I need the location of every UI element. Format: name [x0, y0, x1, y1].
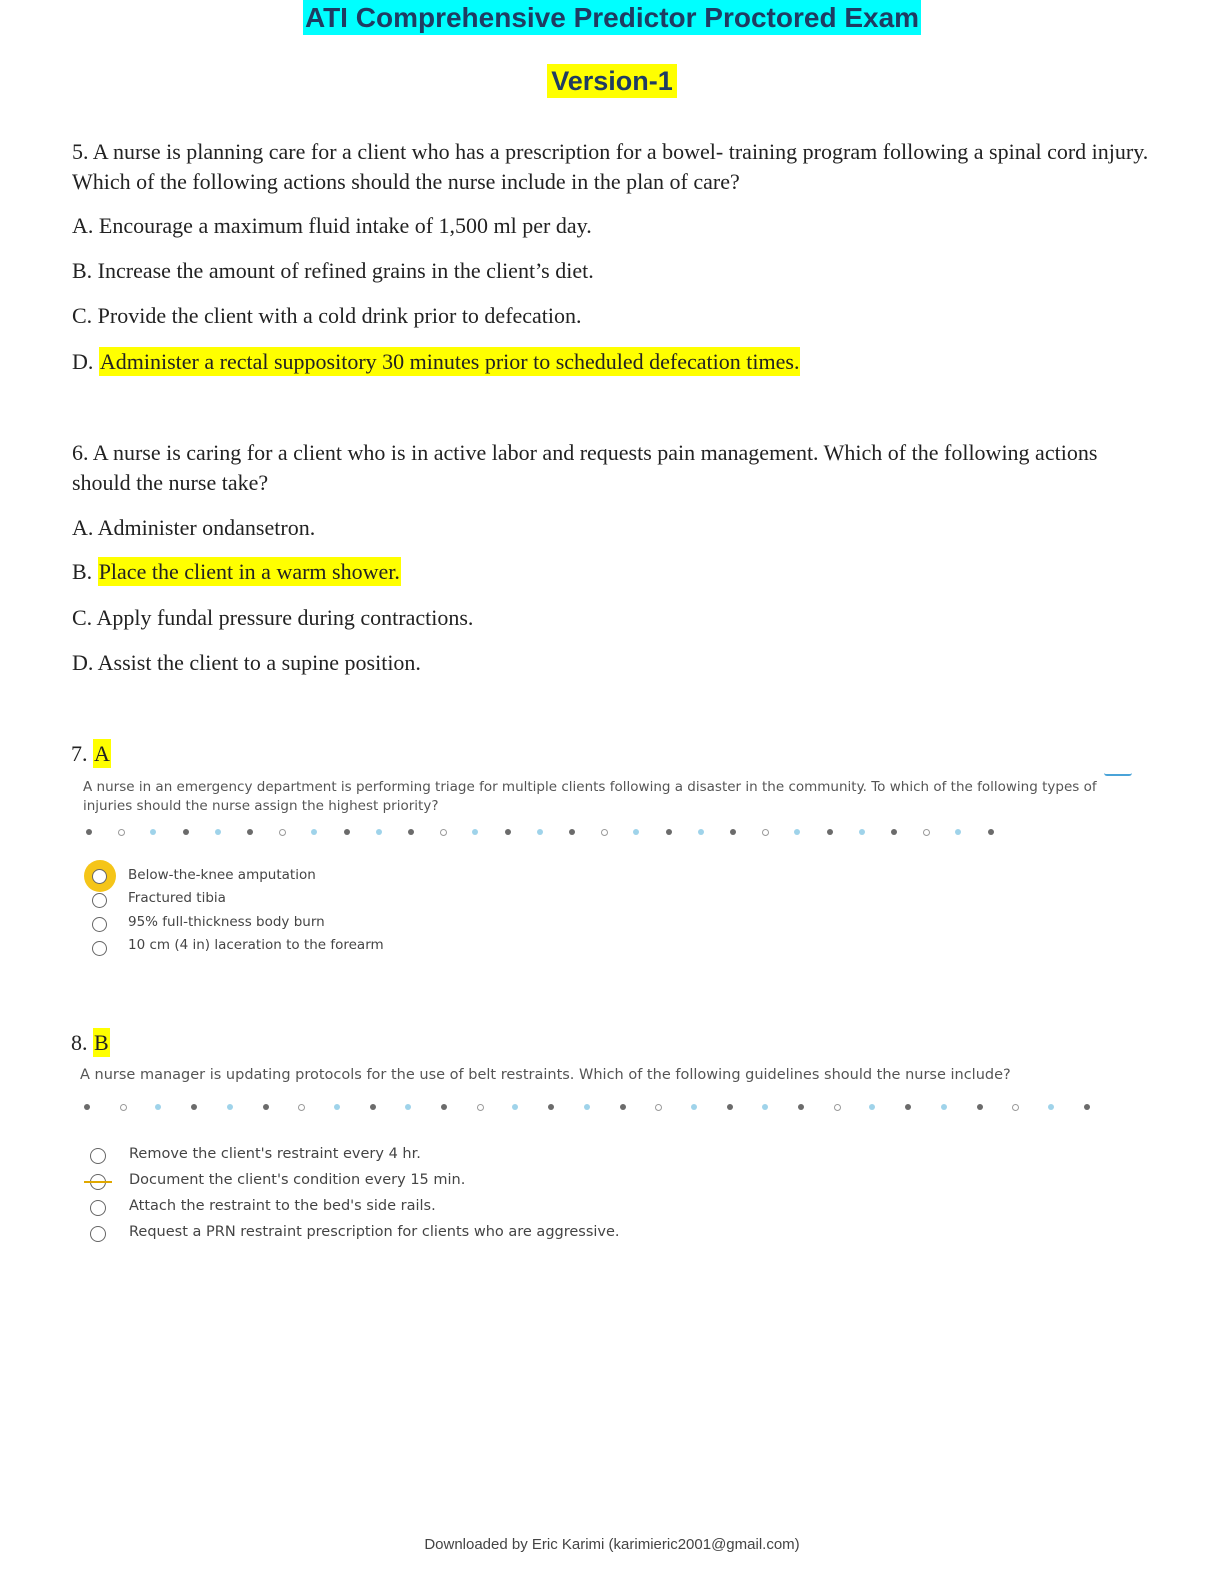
progress-dot [84, 1104, 90, 1110]
q5-option-b: B. Increase the amount of refined grains in the client’s diet. [72, 258, 594, 283]
progress-dot [263, 1104, 269, 1110]
q7-radio-3[interactable] [92, 917, 107, 932]
download-footer: Downloaded by Eric Karimi (karimieric2001@gmail.com) [424, 1536, 800, 1553]
progress-dot [441, 1104, 447, 1110]
progress-dot [988, 829, 994, 835]
progress-dot [834, 1104, 841, 1111]
q7-choice-1: Below-the-knee amputation [128, 867, 316, 883]
progress-dot [155, 1104, 161, 1110]
q8-radio-4[interactable] [90, 1226, 106, 1242]
q5-option-d [72, 348, 800, 376]
progress-dot [601, 829, 608, 836]
progress-dot [298, 1104, 305, 1111]
q8-progress-dots [84, 1104, 1094, 1114]
q5-option-c: C. Provide the client with a cold drink prior to defecation. [72, 303, 582, 328]
progress-dot [1012, 1104, 1019, 1111]
q5-option-a: A. Encourage a maximum fluid intake of 1,500 ml per day. [72, 213, 592, 238]
progress-dot [977, 1104, 983, 1110]
progress-dot [869, 1104, 875, 1110]
q6-stem: 6. A nurse is caring for a client who is in active labor and requests pain management. Which of the following actions should the nurse take? [72, 440, 1098, 495]
q7-choice-3: 95% full-thickness body burn [128, 914, 325, 930]
progress-dot [698, 829, 704, 835]
version-label [0, 66, 1224, 97]
q8-choice-2: Document the client's condition every 15 min. [129, 1172, 466, 1188]
progress-dot [247, 829, 253, 835]
progress-dot [941, 1104, 947, 1110]
q6-option-b-answer: Place the client in a warm shower. [98, 559, 400, 584]
progress-dot [633, 829, 639, 835]
progress-dot [477, 1104, 484, 1111]
progress-dot [655, 1104, 662, 1111]
progress-dot [86, 829, 92, 835]
progress-dot [666, 829, 672, 835]
progress-dot [905, 1104, 911, 1110]
q8-answer: B [94, 1030, 109, 1055]
progress-dot [440, 829, 447, 836]
progress-dot [537, 829, 543, 835]
q7-radio-2[interactable] [92, 893, 107, 908]
progress-dot [405, 1104, 411, 1110]
progress-dot [955, 829, 961, 835]
q8-choice-4: Request a PRN restraint prescription for clients who are aggressive. [129, 1224, 620, 1240]
progress-dot [727, 1104, 733, 1110]
q6-option-d: D. Assist the client to a supine position. [72, 650, 421, 675]
progress-dot [512, 1104, 518, 1110]
progress-dot [118, 829, 125, 836]
title-text: ATI Comprehensive Predictor Proctored Exam [304, 2, 920, 33]
progress-dot [859, 829, 865, 835]
q5-stem: 5. A nurse is planning care for a client who has a prescription for a bowel- training program following a spinal cord injury. Which of the following actions should the nurse include in the plan of care? [72, 139, 1149, 194]
progress-dot [827, 829, 833, 835]
q7-choice-2: Fractured tibia [128, 890, 226, 906]
progress-dot [183, 829, 189, 835]
progress-dot [762, 1104, 768, 1110]
progress-dot [472, 829, 478, 835]
q8-screenshot-stem: A nurse manager is updating protocols for the use of belt restraints. Which of the following guidelines should the nurse include? [80, 1067, 1011, 1083]
progress-dot [584, 1104, 590, 1110]
progress-dot [376, 829, 382, 835]
progress-dot [548, 1104, 554, 1110]
q8-radio-1[interactable] [90, 1148, 106, 1164]
progress-dot [762, 829, 769, 836]
progress-dot [505, 829, 511, 835]
q6-option-c: C. Apply fundal pressure during contractions. [72, 605, 474, 630]
q6-option-a: A. Administer ondansetron. [72, 515, 316, 540]
q7-radio-1[interactable] [92, 869, 107, 884]
progress-dot [334, 1104, 340, 1110]
progress-dot [227, 1104, 233, 1110]
q8-choice-3: Attach the restraint to the bed's side rails. [129, 1198, 436, 1214]
progress-dot [691, 1104, 697, 1110]
progress-dot [891, 829, 897, 835]
q8-number: 8. [71, 1030, 88, 1055]
progress-dot [730, 829, 736, 835]
progress-dot [408, 829, 414, 835]
q7-choice-4: 10 cm (4 in) laceration to the forearm [128, 937, 384, 953]
q7-progress-dots [86, 829, 996, 839]
q6-option-b-prefix: B. [72, 559, 93, 584]
progress-dot [1084, 1104, 1090, 1110]
q8-radio-3[interactable] [90, 1200, 106, 1216]
progress-dot [150, 829, 156, 835]
q8-choice-1: Remove the client's restraint every 4 hr. [129, 1146, 421, 1162]
document-title [0, 2, 1224, 34]
progress-dot [620, 1104, 626, 1110]
q7-answer: A [94, 741, 110, 766]
progress-dot [370, 1104, 376, 1110]
progress-dot [279, 829, 286, 836]
progress-dot [923, 829, 930, 836]
progress-dot [120, 1104, 127, 1111]
q7-heading [71, 740, 111, 768]
version-text: Version-1 [547, 64, 677, 98]
q8-strike-mark [84, 1181, 112, 1183]
q7-screenshot-stem: A nurse in an emergency department is performing triage for multiple clients following a disaster in the community. To which of the following types of injuries should the nurse assign the highest priority? [83, 779, 1097, 814]
q8-heading [71, 1029, 110, 1057]
progress-dot [569, 829, 575, 835]
q6-option-b [72, 558, 401, 586]
progress-dot [311, 829, 317, 835]
progress-dot [344, 829, 350, 835]
q5-option-d-answer: Administer a rectal suppository 30 minutes prior to scheduled defecation times. [99, 349, 800, 374]
q7-radio-4[interactable] [92, 941, 107, 956]
progress-dot [1048, 1104, 1054, 1110]
progress-dot [798, 1104, 804, 1110]
progress-dot [215, 829, 221, 835]
progress-dot [191, 1104, 197, 1110]
progress-dot [794, 829, 800, 835]
screenshot-corner-mark [1104, 771, 1132, 776]
q7-number: 7. [71, 741, 88, 766]
q5-option-d-prefix: D. [72, 349, 94, 374]
